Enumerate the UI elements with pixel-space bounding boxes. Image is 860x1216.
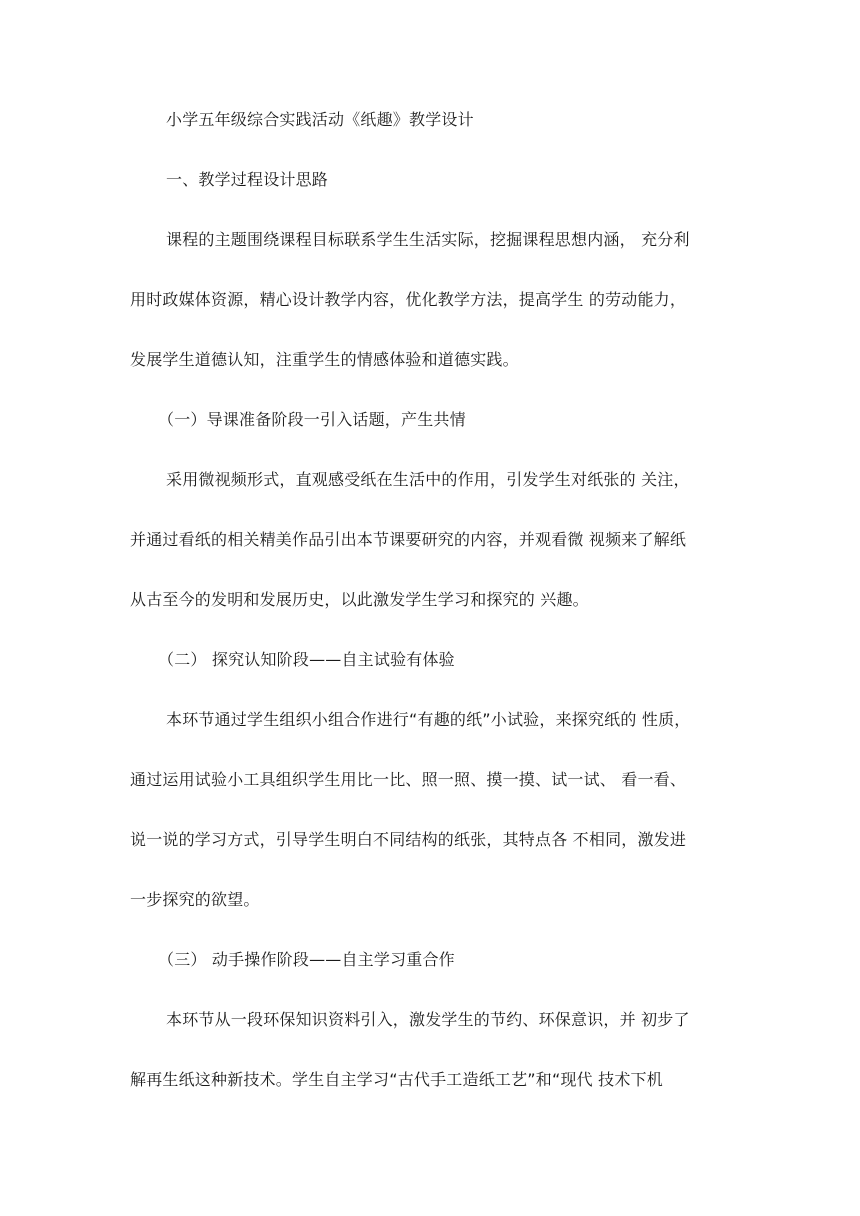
document-title: 小学五年级综合实践活动《纸趣》教学设计 bbox=[166, 110, 474, 129]
paragraph-line: 从古至今的发明和发展历史，以此激发学生学习和探究的 兴趣。 bbox=[130, 590, 589, 609]
paragraph-line: 本环节从一段环保知识资料引入，激发学生的节约、环保意识，并 初步了 bbox=[166, 1010, 690, 1029]
paragraph-line: 本环节通过学生组织小组合作进行“有趣的纸”小试验，来探究纸的 性质， bbox=[166, 710, 691, 729]
paragraph-line: 课程的主题围绕课程目标联系学生生活实际，挖掘课程思想内涵， 充分利 bbox=[166, 230, 690, 249]
paragraph-line: 用时政媒体资源，精心设计教学内容，优化教学方法，提高学生 的劳动能力， bbox=[130, 290, 687, 309]
subsection-heading: （三） 动手操作阶段——自主学习重合作 bbox=[158, 950, 455, 969]
paragraph-line: 发展学生道德认知，注重学生的情感体验和道德实践。 bbox=[130, 350, 519, 369]
paragraph-line: 采用微视频形式，直观感受纸在生活中的作用，引发学生对纸张的 关注， bbox=[166, 470, 690, 489]
paragraph-line: 说一说的学习方式，引导学生明白不同结构的纸张，其特点各 不相同，激发进 bbox=[130, 830, 687, 849]
paragraph-line: 解再生纸这种新技术。学生自主学习“古代手工造纸工艺”和“现代 技术下机 bbox=[130, 1070, 663, 1089]
paragraph-line: 并通过看纸的相关精美作品引出本节课要研究的内容，并观看微 视频来了解纸 bbox=[130, 530, 687, 549]
subsection-heading: （一）导课准备阶段一引入话题，产生共情 bbox=[158, 410, 466, 429]
paragraph-line: 通过运用试验小工具组织学生用比一比、照一照、摸一摸、试一试、 看一看、 bbox=[130, 770, 687, 789]
subsection-heading: （二） 探究认知阶段——自主试验有体验 bbox=[158, 650, 455, 669]
section-heading: 一、教学过程设计思路 bbox=[166, 170, 329, 189]
paragraph-line: 一步探究的欲望。 bbox=[130, 890, 260, 909]
